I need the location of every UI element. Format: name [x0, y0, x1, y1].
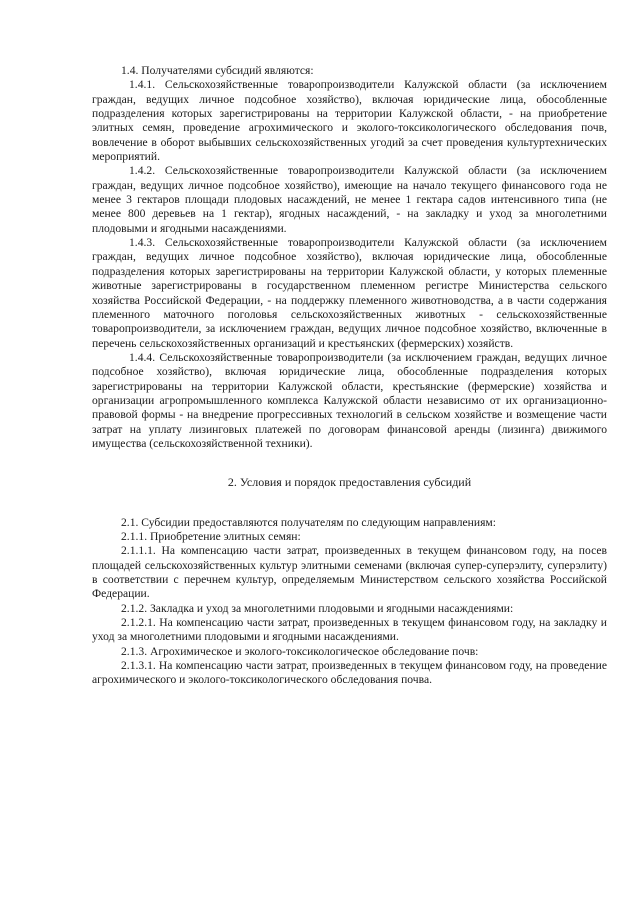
clause-2-1-1: 2.1.1. Приобретение элитных семян: [121, 529, 301, 543]
clause-2-1-1-1: 2.1.1.1. На компенсацию части затрат, произведенных в текущем финансовом году, на посев площадей сельскохозяйственных культур элитными семенами (включая супер-суперэлиту, суперэлиту) в соответствии с перечнем культур, определяемым Министерством сельского хозяйства Российской Федерации. [92, 544, 607, 601]
section-1 [92, 64, 607, 451]
item-1-4-3: 1.4.3. Сельскохозяйственные товаропроизводители Калужской области (за исключением граждан, ведущих личное подсобное хозяйство), включая юридические лица, обособленные подразделения которых зарегистрированы на территории Калужской области, у которых племенные животные зарегистрированы в государственном племенном регистре Министерства сельского хозяйства Российской Федерации, - на поддержку племенного животноводства, а в части содержания племенного маточного поголовья сельскохозяйственных животных - сельскохозяйственные товаропроизводители, за исключением граждан, ведущих личное подсобное хозяйство, включенные в перечень сельскохозяйственных организаций и крестьянских (фермерских) хозяйств. [92, 236, 607, 350]
clause-2-1-3-1: 2.1.3.1. На компенсацию части затрат, произведенных в текущем финансовом году, на проведение агрохимического и эколого-токсикологического обследования почва. [92, 659, 607, 687]
section-1-intro: 1.4. Получателями субсидий являются: [121, 64, 314, 77]
clause-2-1-2-1: 2.1.2.1. На компенсацию части затрат, произведенных в текущем финансовом году, на закладку и уход за многолетними плодовыми и ягодными насаждениями. [92, 616, 607, 644]
clause-2-1: 2.1. Субсидии предоставляются получателям по следующим направлениям: [121, 515, 496, 529]
document-body [92, 64, 607, 688]
item-1-4-1: 1.4.1. Сельскохозяйственные товаропроизводители Калужской области (за исключением граждан, ведущих личное подсобное хозяйство), включая юридические лица, обособленные подразделения которых зарегистрированы на территории Калужской области, - на приобретение элитных семян, проведение агрохимического и эколого-токсикологического обследования почв, вовлечение в оборот выбывших сельскохозяйственных угодий за счет проведения культуртехнических мероприятий. [92, 78, 607, 164]
item-1-4-4: 1.4.4. Сельскохозяйственные товаропроизводители (за исключением граждан, ведущих личное подсобное хозяйство), включая юридические лица, обособленные подразделения которых зарегистрированы на территории Калужской области, крестьянские (фермерские) хозяйства и организации агропромышленного комплекса Калужской области независимо от их организационно-правовой формы - на внедрение прогрессивных технологий в сельском хозяйстве и возмещение части затрат на уплату лизинговых платежей по договорам финансовой аренды (лизинга) движимого имущества (сельскохозяйственной техники). [92, 350, 607, 450]
clause-2-1-2: 2.1.2. Закладка и уход за многолетними плодовыми и ягодными насаждениями: [121, 601, 514, 615]
section-2-title: 2. Условия и порядок предоставления субсидий [227, 475, 472, 490]
clause-2-1-3: 2.1.3. Агрохимическое и эколого-токсикологическое обследование почв: [121, 644, 479, 658]
section-2 [92, 516, 607, 688]
item-1-4-2: 1.4.2. Сельскохозяйственные товаропроизводители Калужской области (за исключением граждан, ведущих личное подсобное хозяйство), имеющие на начало текущего финансового года не менее 3 гектаров площади плодовых насаждений, не менее 1 гектара садов интенсивного типа (не менее 800 деревьев на 1 гектар), ягодных насаждений, - на закладку и уход за многолетними плодовыми и ягодными насаждениями. [92, 164, 607, 235]
